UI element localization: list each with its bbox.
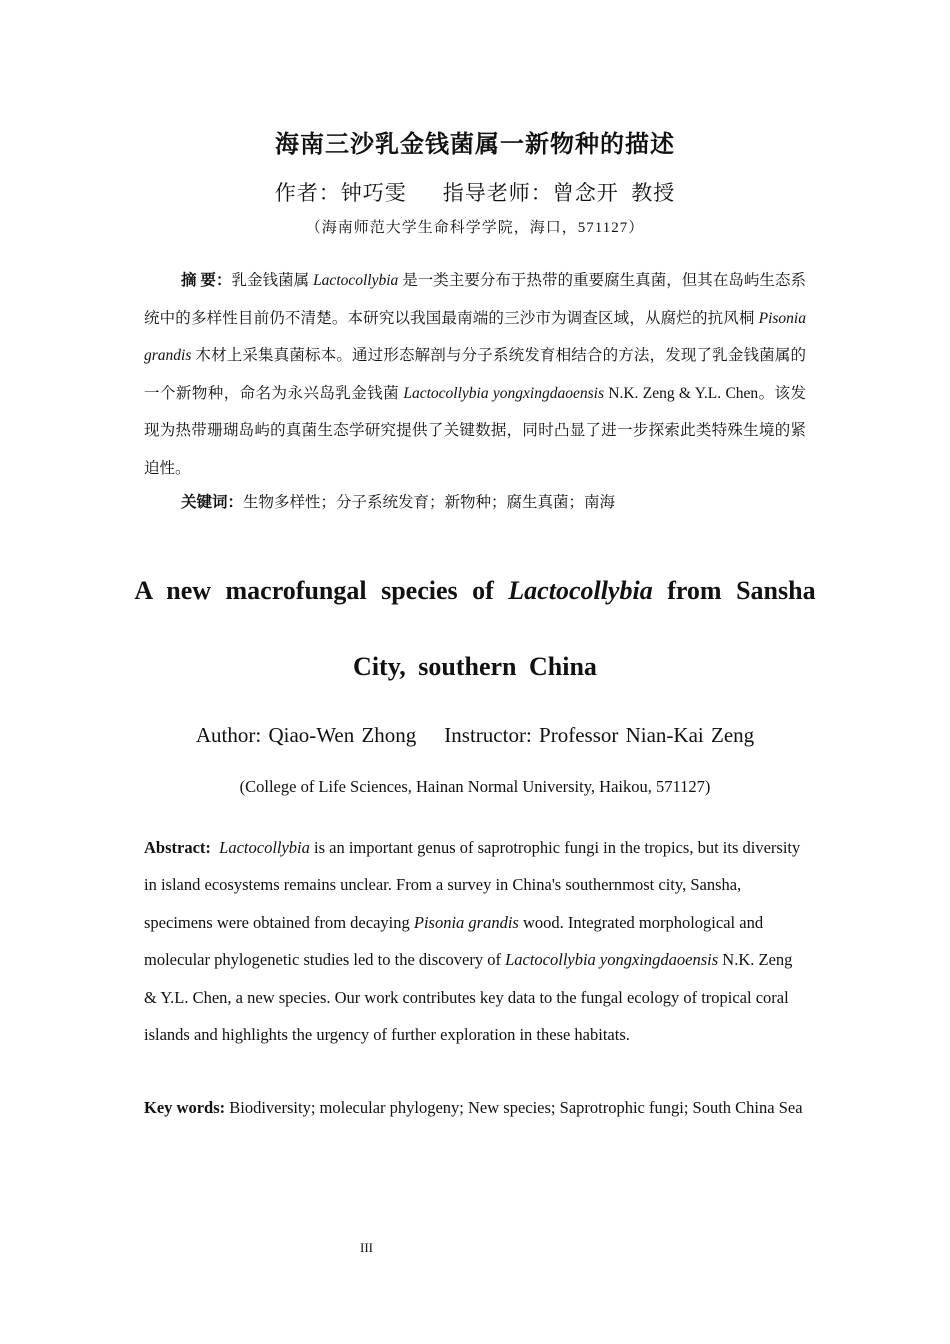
- species-name: Lactocollybia yongxingdaoensis: [505, 950, 719, 970]
- instructor-title: 教授: [631, 181, 676, 205]
- abstract-text: 乳金钱菌属: [231, 272, 314, 289]
- english-title-line-1: [0, 576, 950, 606]
- title-text: A new macrofungal species of: [134, 576, 509, 605]
- english-abstract: [144, 829, 806, 1053]
- abstract-label: 摘 要：: [181, 272, 232, 289]
- abstract-text: 是一类主要分布于热带的重要腐生真菌，但其在岛屿生态系统中的多样性目前仍不清楚。本研究以我国最南端的三沙市为调查区域，从腐烂的抗风桐: [144, 272, 806, 327]
- abstract-text: N.K. Zeng & Y.L. Chen。该发现为热带珊瑚岛屿的真菌生态学研究提供了关键数据，同时凸显了进一步探索此类特殊生境的紧迫性。: [144, 384, 806, 477]
- page-number: III: [360, 1240, 373, 1255]
- chinese-abstract: [144, 262, 806, 487]
- author-name: 钟巧雯: [340, 181, 407, 205]
- genus-name: Lactocollybia: [219, 838, 310, 857]
- host-name: Pisonia grandis: [144, 309, 806, 364]
- author-name: Qiao-Wen Zhong: [268, 723, 417, 747]
- keywords-label: 关键词：: [181, 494, 244, 511]
- abstract-text: is an important genus of saprotrophic fungi in the tropics, but its diversity in island ecosystems remains unclear. From a survey in China's southernmost city, Sansha, specimens were obtained from decaying: [144, 838, 801, 932]
- abstract-text: wood. Integrated morphological and molecular phylogenetic studies led to the discovery of: [144, 912, 764, 970]
- instructor-label: Instructor:: [444, 723, 540, 747]
- instructor-label: 指导老师：: [442, 181, 553, 205]
- host-name: Pisonia grandis: [413, 912, 519, 932]
- abstract-text: N.K. Zeng & Y.L. Chen, a new species. Our work contributes key data to the fungal ecology of tropical coral islands and highlights the urgency of further exploration in these habitats.: [144, 950, 793, 1045]
- chinese-affiliation: （海南师范大学生命科学学院，海口，571127）: [305, 220, 645, 236]
- english-keywords: [144, 1089, 806, 1126]
- title-genus: Lactocollybia: [508, 576, 653, 605]
- keywords-text: Biodiversity; molecular phylogeny; New species; Saprotrophic fungi; South China Sea: [225, 1098, 803, 1117]
- english-title-line-2: City, southern China: [353, 652, 597, 681]
- english-author-line: [0, 723, 950, 748]
- chinese-author-line: [0, 177, 950, 207]
- genus-name: Lactocollybia: [313, 272, 399, 289]
- abstract-text: 木材上采集真菌标本。通过形态解剖与分子系统发育相结合的方法，发现了乳金钱菌属的一个新物种，命名为永兴岛乳金钱菌: [144, 347, 806, 402]
- keywords-text: 生物多样性；分子系统发育；新物种；腐生真菌；南海: [243, 494, 616, 511]
- author-label: 作者：: [274, 181, 341, 205]
- keywords-label: Key words:: [144, 1098, 226, 1117]
- chinese-title: 海南三沙乳金钱菌属一新物种的描述: [275, 132, 675, 158]
- title-text: from Sansha: [652, 576, 816, 605]
- author-label: Author:: [195, 723, 269, 747]
- chinese-keywords: [144, 484, 806, 521]
- english-affiliation: (College of Life Sciences, Hainan Normal University, Haikou, 571127): [239, 777, 711, 796]
- instructor-name: 曾念开: [552, 181, 619, 205]
- species-name: Lactocollybia yongxingdaoensis: [403, 384, 604, 402]
- abstract-label: Abstract:: [144, 838, 211, 857]
- instructor-name: Professor Nian-Kai Zeng: [539, 723, 755, 747]
